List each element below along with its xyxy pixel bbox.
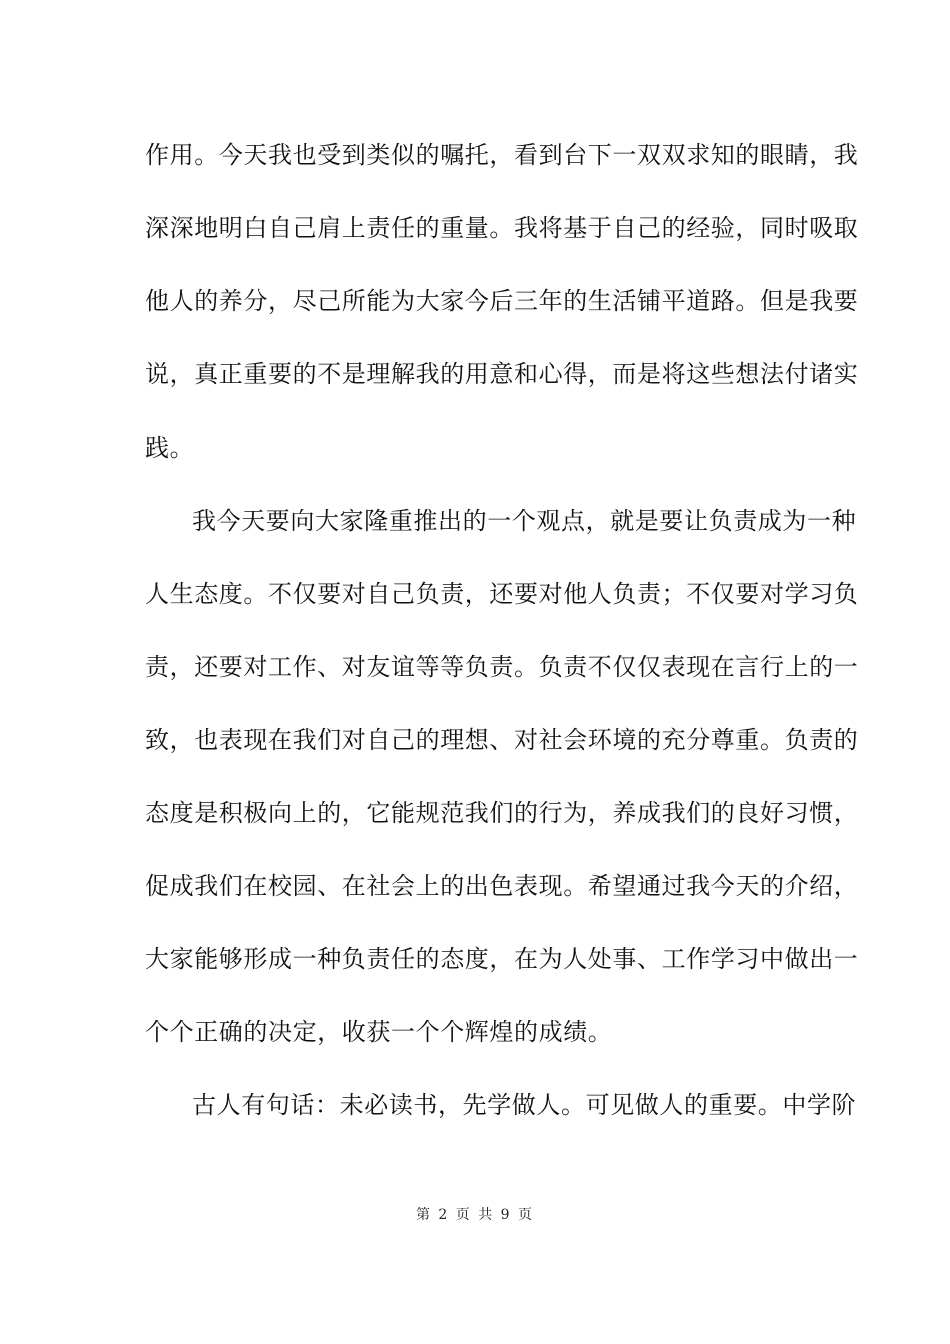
text-line-3: 他人的养分，尽己所能为大家今后三年的生活铺平道路。但是我要 xyxy=(145,287,859,315)
text-line-11: 促成我们在校园、在社会上的出色表现。希望通过我今天的介绍， xyxy=(145,872,859,900)
text-line-5: 践。 xyxy=(145,434,195,462)
paragraph-2-first-line: 我今天要向大家隆重推出的一个观点，就是要让负责成为一种 xyxy=(192,507,857,535)
text-line-1: 作用。今天我也受到类似的嘱托，看到台下一双双求知的眼睛，我 xyxy=(145,141,859,169)
page-number-footer: 第 2 页 共 9 页 xyxy=(415,1207,535,1223)
text-line-4: 说，真正重要的不是理解我的用意和心得，而是将这些想法付诸实 xyxy=(145,360,859,388)
text-line-13: 个个正确的决定，收获一个个辉煌的成绩。 xyxy=(145,1018,613,1046)
paragraph-3-first-line: 古人有句话：未必读书，先学做人。可见做人的重要。中学阶 xyxy=(192,1091,857,1119)
text-line-10: 态度是积极向上的，它能规范我们的行为，养成我们的良好习惯， xyxy=(145,799,859,827)
text-line-2: 深深地明白自己肩上责任的重量。我将基于自己的经验，同时吸取 xyxy=(145,214,859,242)
text-line-9: 致，也表现在我们对自己的理想、对社会环境的充分尊重。负责的 xyxy=(145,726,859,754)
text-line-8: 责，还要对工作、对友谊等等负责。负责不仅仅表现在言行上的一 xyxy=(145,653,859,681)
text-line-12: 大家能够形成一种负责任的态度，在为人处事、工作学习中做出一 xyxy=(145,945,859,973)
text-line-7: 人生态度。不仅要对自己负责，还要对他人负责；不仅要对学习负 xyxy=(145,580,859,608)
